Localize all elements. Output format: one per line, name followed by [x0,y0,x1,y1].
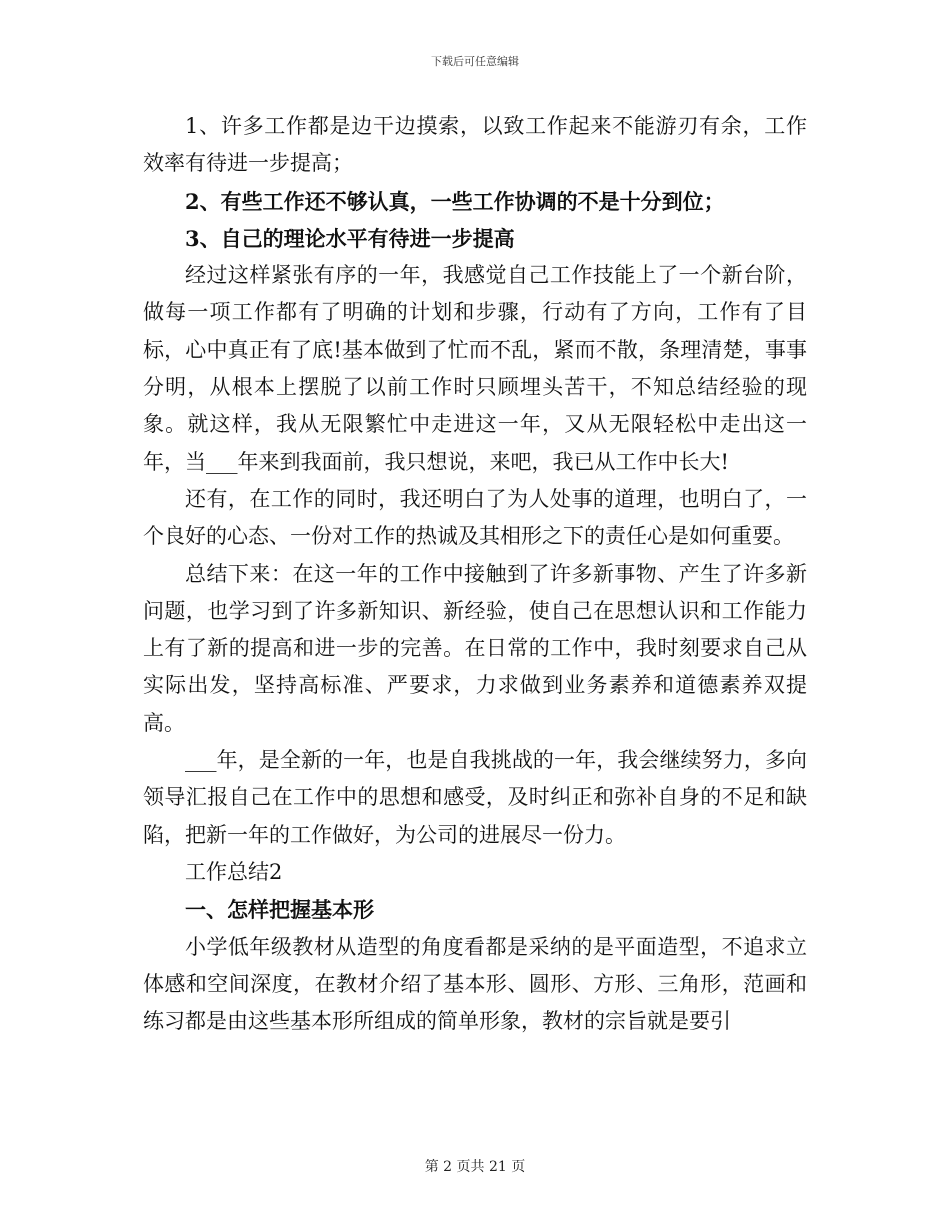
paragraph-1: 1、许多工作都是边干边摸索，以致工作起来不能游刃有余，工作效率有待进一步提高； [143,114,807,176]
heading-basic-shape: 一、怎样把握基本形 [185,897,374,923]
paragraph-2: 2、有些工作还不够认真，一些工作协调的不是十分到位； [185,188,725,214]
section-title-2: 工作总结2 [185,859,283,884]
paragraph-7: ___年，是全新的一年，也是自我挑战的一年，我会继续努力，多向领导汇报自己在工作中的思想和感受，及时纠正和弥补自身的不足和缺陷，把新一年的工作做好，为公司的进展尽一份力。 [143,748,807,847]
document-body [143,108,807,1040]
paragraph-4: 经过这样紧张有序的一年，我感觉自己工作技能上了一个新台阶，做每一项工作都有了明确的计划和步骤，行动有了方向，工作有了目标，心中真正有了底!基本做到了忙而不乱，紧而不散，条理清楚，事事分明，从根本上摆脱了以前工作时只顾埋头苦干，不知总结经验的现象。就这样，我从无限繁忙中走进这一年，又从无限轻松中走出这一年，当___年来到我面前，我只想说，来吧，我已从工作中长大! [143,263,807,474]
paragraph-3: 3、自己的理论水平有待进一步提高 [185,225,515,251]
paragraph-10: 小学低年级教材从造型的角度看都是采纳的是平面造型，不追求立体感和空间深度，在教材介绍了基本形、圆形、方形、三角形，范画和练习都是由这些基本形所组成的简单形象，教材的宗旨就是要引 [143,934,807,1034]
paragraph-6: 总结下来：在这一年的工作中接触到了许多新事物、产生了许多新问题，也学习到了许多新知识、新经验，使自己在思想认识和工作能力上有了新的提高和进一步的完善。在日常的工作中，我时刻要求自己从实际出发，坚持高标准、严要求，力求做到业务素养和道德素养双提高。 [143,561,807,735]
page-footer: 第 2 页共 21 页 [424,1159,526,1175]
paragraph-5: 还有，在工作的同时，我还明白了为人处事的道理，也明白了，一个良好的心态、一份对工作的热诚及其相形之下的责任心是如何重要。 [143,486,807,549]
page-header: 下载后可任意编辑 [431,55,519,68]
